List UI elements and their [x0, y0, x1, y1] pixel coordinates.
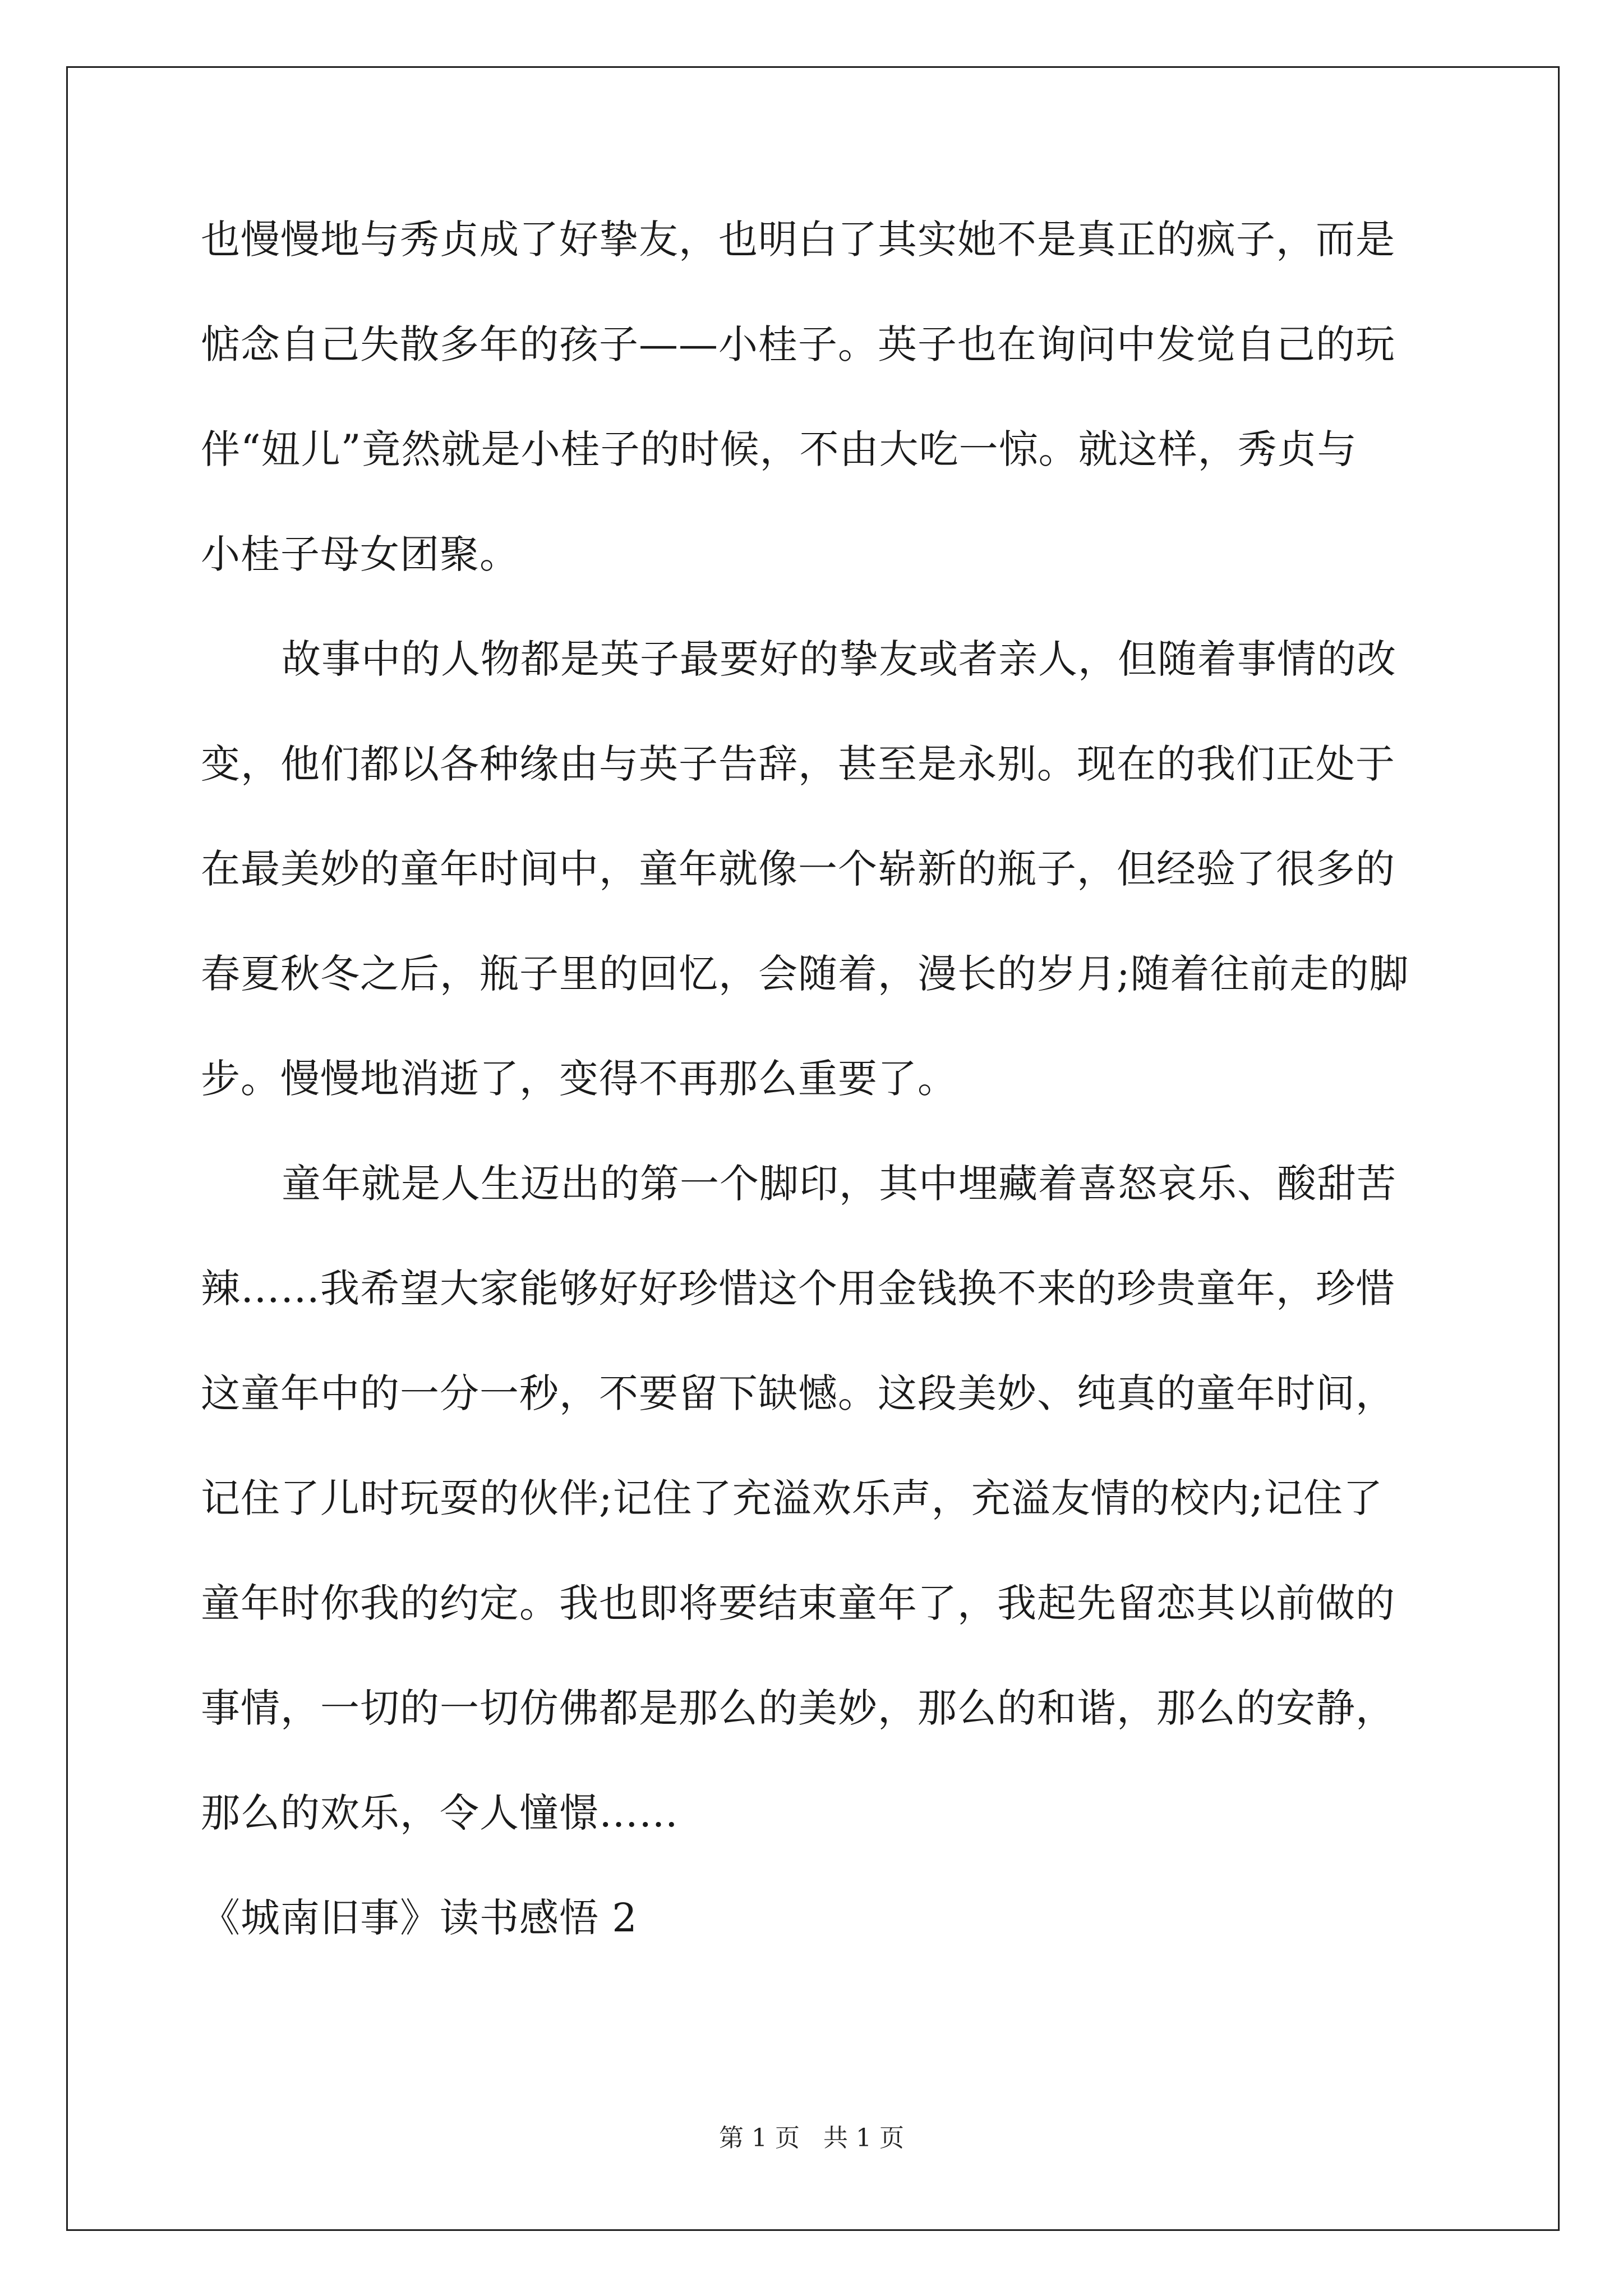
- text-line: 童年就是人生迈出的第一个脚印，其中埋藏着喜怒哀乐、酸甜苦: [282, 1161, 1396, 1207]
- text-line: 辣……我希望大家能够好好珍惜这个用金钱换不来的珍贵童年，珍惜: [201, 1266, 1395, 1312]
- text-line: 那么的欢乐，令人憧憬……: [201, 1790, 679, 1836]
- text-line: 步。慢慢地消逝了，变得不再那么重要了。: [201, 1056, 957, 1102]
- text-line: 春夏秋冬之后，瓶子里的回忆，会随着，漫长的岁月;随着往前走的脚: [201, 951, 1409, 997]
- text-line: 惦念自己失散多年的孩子——小桂子。英子也在询问中发觉自己的玩: [201, 321, 1395, 367]
- document-body: [201, 209, 1435, 1992]
- text-line: 小桂子母女团聚。: [201, 531, 519, 577]
- text-line: 在最美妙的童年时间中，童年就像一个崭新的瓶子，但经验了很多的: [201, 846, 1395, 892]
- text-line: 也慢慢地与秀贞成了好挚友，也明白了其实她不是真正的疯子，而是: [201, 217, 1395, 263]
- page-footer: 第 1 页 共 1 页: [719, 2124, 904, 2152]
- text-line: 变，他们都以各种缘由与英子告辞，甚至是永别。现在的我们正处于: [201, 741, 1395, 787]
- text-line: 事情，一切的一切仿佛都是那么的美妙，那么的和谐，那么的安静，: [201, 1685, 1395, 1731]
- section-heading: 《城南旧事》读书感悟 2: [201, 1895, 638, 1941]
- text-line: 记住了儿时玩耍的伙伴;记住了充溢欢乐声，充溢友情的校内;记住了: [201, 1475, 1384, 1521]
- text-line: 故事中的人物都是英子最要好的挚友或者亲人，但随着事情的改: [282, 636, 1396, 682]
- text-line: 这童年中的一分一秒，不要留下缺憾。这段美妙、纯真的童年时间，: [201, 1370, 1395, 1416]
- text-line: 童年时你我的约定。我也即将要结束童年了，我起先留恋其以前做的: [201, 1580, 1395, 1626]
- text-line: 伴“妞儿”竟然就是小桂子的时候，不由大吃一惊。就这样，秀贞与: [201, 426, 1357, 472]
